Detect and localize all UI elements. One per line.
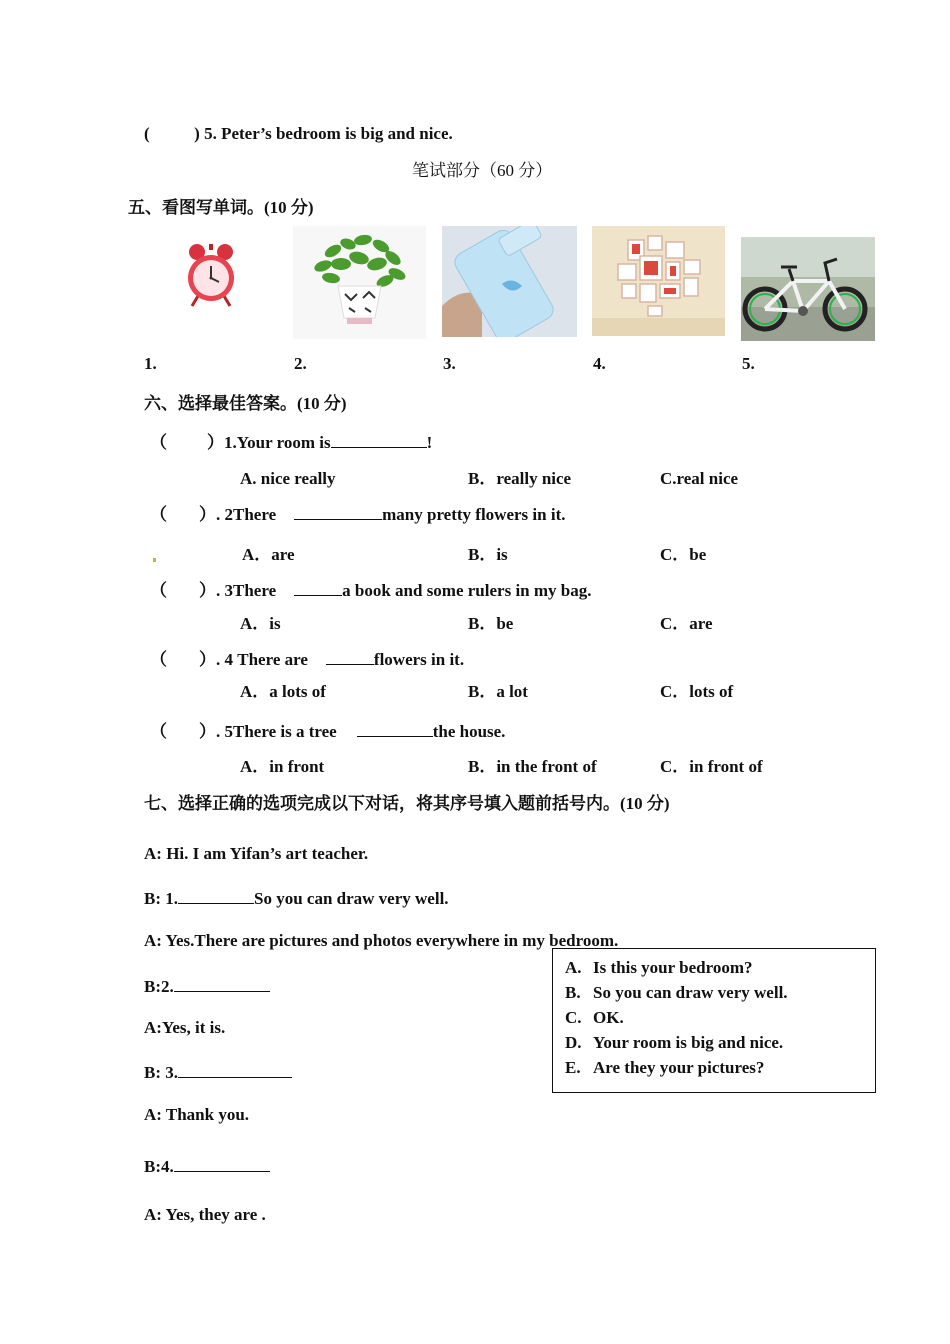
q3-paren-close: ） — [199, 581, 216, 600]
q2-paren-open: （ — [150, 505, 167, 524]
dialog-line-2-text: So you can draw very well. — [254, 889, 449, 908]
q2-option-b: B．is — [468, 545, 508, 564]
q4-option-c: C．lots of — [660, 682, 734, 701]
q1-post: ! — [426, 433, 433, 452]
dialog-blank-2-label: B:2. — [144, 977, 174, 996]
dialog-options-box — [552, 948, 876, 1093]
q1-option-a: A. nice really — [240, 469, 336, 488]
q2-answer-blank[interactable] — [294, 503, 382, 520]
plant-icon — [293, 226, 426, 339]
q5-post: the house. — [432, 722, 506, 741]
pic-number-1: 1. — [144, 354, 157, 373]
pic-number-3: 3. — [443, 354, 456, 373]
q4-option-b: B．a lot — [468, 682, 528, 701]
q3-stem — [150, 579, 592, 601]
q3-post: a book and some rulers in my bag. — [342, 581, 592, 600]
photo-wall-image — [592, 226, 725, 336]
q5-paren-open: （ — [150, 722, 167, 741]
alarm-clock-icon — [184, 242, 238, 308]
answer-paren-close: ) — [194, 124, 200, 143]
written-part-title: 笔试部分（60 分） — [412, 161, 553, 180]
q1-answer-blank[interactable] — [331, 431, 427, 448]
q5-option-c: C．in front of — [660, 757, 763, 776]
q1-option-c: C.real nice — [660, 469, 739, 488]
q2-option-c: C．be — [660, 545, 707, 564]
dialog-option-d: D. Your room is big and nice. — [565, 1033, 784, 1052]
section7-title: 七、选择正确的选项完成以下对话，将其序号填入题前括号内。(10 分) — [144, 794, 670, 813]
dialog-line-7: A: Thank you. — [144, 1105, 250, 1124]
q3-pre: . 3There — [216, 581, 277, 600]
q1-option-b: B．really nice — [468, 469, 572, 488]
section6-title: 六、选择最佳答案。(10 分) — [144, 394, 347, 413]
dialog-option-b: B. So you can draw very well. — [565, 983, 788, 1002]
dialog-blank-1[interactable] — [178, 887, 254, 904]
q5-answer-blank[interactable] — [357, 720, 433, 737]
alarm-clock-image — [184, 242, 238, 308]
potted-plant-image — [293, 226, 426, 339]
q3-paren-open: （ — [150, 581, 167, 600]
q1-stem — [150, 431, 432, 453]
q5-pre: . 5There is a tree — [216, 722, 337, 741]
q4-paren-open: （ — [150, 650, 167, 669]
q2-pre: . 2There — [216, 505, 277, 524]
q5-stem — [150, 720, 505, 742]
dialog-line-6 — [144, 1061, 292, 1083]
bottle-icon — [442, 226, 577, 337]
q5-option-a: A．in front — [240, 757, 325, 776]
q1-paren-close: ） — [207, 433, 224, 452]
dialog-option-e: E. Are they your pictures? — [565, 1058, 765, 1077]
dialog-line-3: A: Yes.There are pictures and photos everywhere in my bedroom. — [144, 931, 619, 950]
listening-item-text: 5. Peter’s bedroom is big and nice. — [204, 124, 453, 143]
q4-stem — [150, 648, 464, 670]
dialog-line-5: A:Yes, it is. — [144, 1018, 226, 1037]
pic-number-4: 4. — [593, 354, 606, 373]
dialog-blank-2[interactable] — [174, 975, 270, 992]
q5-option-b: B．in the front of — [468, 757, 597, 776]
dialog-blank-4-label: B:4. — [144, 1157, 174, 1176]
dialog-blank-3-label: B: 3. — [144, 1063, 178, 1082]
q2-stem — [150, 503, 565, 525]
q1-pre: 1.Your room is — [224, 433, 331, 452]
answer-paren-open: ( — [144, 124, 150, 143]
q5-paren-close: ） — [199, 722, 216, 741]
q4-option-a: A．a lots of — [240, 682, 326, 701]
q4-pre: . 4 There are — [216, 650, 308, 669]
dialog-option-a: A. Is this your bedroom? — [565, 958, 753, 977]
dialog-line-4 — [144, 975, 270, 997]
section5-title: 五、看图写单词。(10 分) — [128, 198, 314, 217]
q2-paren-close: ） — [199, 505, 216, 524]
bicycle-icon — [741, 237, 875, 341]
dialog-blank-4[interactable] — [174, 1155, 270, 1172]
q3-answer-blank[interactable] — [294, 579, 342, 596]
q2-post: many pretty flowers in it. — [382, 505, 566, 524]
q1-paren-open: （ — [150, 433, 167, 452]
dialog-option-c: C. OK. — [565, 1008, 624, 1027]
dialog-blank-3[interactable] — [178, 1061, 292, 1078]
bicycle-image — [741, 237, 875, 341]
q3-option-b: B．be — [468, 614, 514, 633]
pic-number-5: 5. — [742, 354, 755, 373]
dialog-line-8 — [144, 1155, 270, 1177]
water-bottle-image — [442, 226, 577, 337]
dialog-line-9: A: Yes, they are . — [144, 1205, 266, 1224]
photo-frames-icon — [592, 226, 725, 336]
dialog-blank-1-label: B: 1. — [144, 889, 178, 908]
dialog-line-2 — [144, 887, 449, 909]
q4-paren-close: ） — [199, 650, 216, 669]
listening-item-5 — [144, 124, 453, 144]
q3-option-a: A．is — [240, 614, 281, 633]
q4-answer-blank[interactable] — [326, 648, 374, 665]
q3-option-c: C．are — [660, 614, 713, 633]
q4-post: flowers in it. — [373, 650, 465, 669]
pic-number-2: 2. — [294, 354, 307, 373]
dialog-line-1: A: Hi. I am Yifan’s art teacher. — [144, 844, 369, 863]
stray-dot — [153, 558, 156, 562]
q2-option-a: A．are — [242, 545, 295, 564]
